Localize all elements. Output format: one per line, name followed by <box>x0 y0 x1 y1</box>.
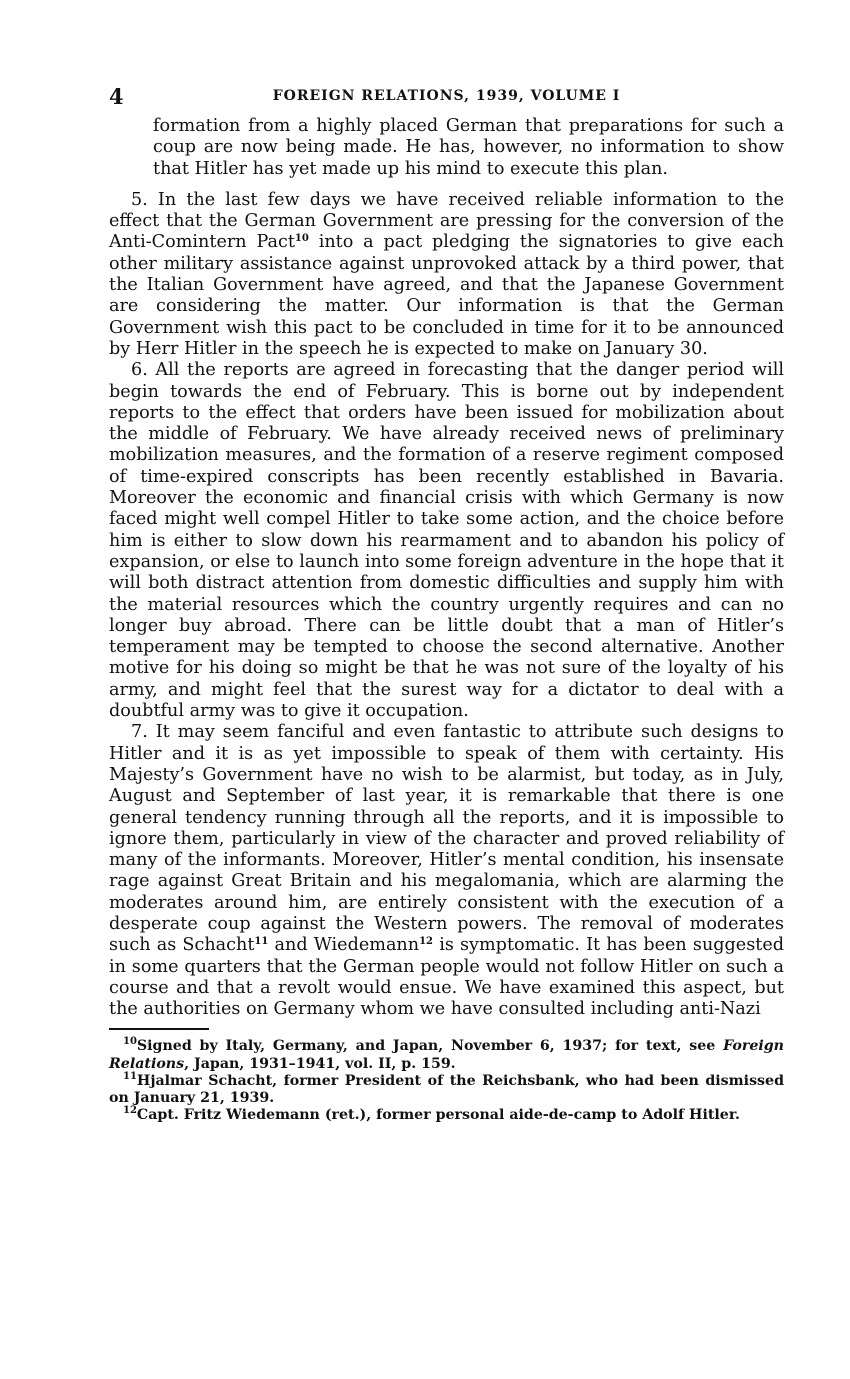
footnote-ref-11: 11 <box>254 936 269 948</box>
paragraph-text: 5. In the last few days we have received reliable information to the effect that the German Government are pressing for the conversion of the Anti-Comintern Pact <box>109 189 784 253</box>
paragraph-text: formation from a highly placed German that preparations for such a coup are now being made. He has, however, no information to show that Hitler has yet made up his mind to execute this plan. <box>153 116 784 179</box>
footnote-12 <box>109 1107 784 1124</box>
footnote-text: Capt. Fritz Wiedemann (ret.), former personal aide-de-camp to Adolf Hitler. <box>136 1107 740 1124</box>
running-head: FOREIGN RELATIONS, 1939, VOLUME I <box>272 88 621 104</box>
footnote-ref-12: 12 <box>419 936 434 948</box>
footnote-11 <box>109 1070 784 1107</box>
paragraph-continued <box>153 116 784 180</box>
footnote-text: Signed by Italy, Germany, and Japan, November 6, 1937; for text, see <box>136 1038 724 1055</box>
paragraph-text: is symptomatic. It has been suggested in some quarters that the German people would not follow Hitler on such a course and that a revolt would ensue. We have examined this aspect, but the authorities on Germany whom we have consulted including anti-Nazi <box>109 935 784 1020</box>
footnote-text: , Japan, 1931–1941, vol. II, p. 159. <box>184 1055 456 1072</box>
footnote-divider <box>109 1028 209 1030</box>
paragraph-text: 6. All the reports are agreed in forecasting that the danger period will begin towards the end of February. This is borne out by independent reports to the effect that orders have been issued for mobilization about the middle of February. We have already received news of preliminary mobilization measures, and the formation of a reserve regiment composed of time-expired conscripts has been recently established in Bavaria. Moreover the economic and financial crisis with which Germany is now faced might well compel Hitler to take some action, and the choice before him is either to slow down his rearmament and to abandon his policy of expansion, or else to launch into some foreign adventure in the hope that it will both distract attention from domestic difficulties and supply him with the material resources which the country urgently requires and can no longer buy abroad. There can be little doubt that a man of Hitler’s temperament may be tempted to choose the second alternative. Another motive for his doing so might be that he was not sure of the loyalty of his army, and might feel that the surest way for a dictator to deal with a doubtful army was to give it occupation. <box>109 360 784 722</box>
page-number: 4 <box>109 84 124 109</box>
footnote-text: Hjalmar Schacht, former President of the Reichsbank, who had been dismissed on January 21, 1939. <box>109 1072 784 1107</box>
footnote-mark: 12 <box>123 1105 137 1117</box>
paragraph-7 <box>109 722 784 1020</box>
footnote-mark: 11 <box>123 1070 137 1082</box>
paragraph-5 <box>109 190 784 360</box>
document-page <box>109 86 784 1124</box>
paragraph-text: 7. It may seem fanciful and even fantastic to attribute such designs to Hitler and it is as yet impossible to speak of them with certainty. His Majesty’s Government have no wish to be alarmist, but today, as in July, August and September of last year, it is remarkable that there is one general tendency running through all the reports, and it is impossible to ignore them, particularly in view of the character and proved reliability of many of the informants. Moreover, Hitler’s mental condition, his insensate rage against Great Britain and his megalomania, which are alarming the moderates around him, are entirely consistent with the execution of a desperate coup against the Western powers. The removal of moderates such as Schacht <box>109 722 784 956</box>
paragraph-text: and Wiedemann <box>268 935 420 956</box>
footnote-mark: 10 <box>123 1036 137 1048</box>
body-text <box>109 116 784 1020</box>
paragraph-text: into a pact pledging the signatories to give each other military assistance against unprovoked attack by a third power, that the Italian Government have agreed, and that the Japanese Government are considering the matter. Our information is that the German Government wish this pact to be concluded in time for it to be announced by Herr Hitler in the speech he is expected to make on January 30. <box>109 232 784 359</box>
footnote-10 <box>109 1038 784 1072</box>
paragraph-6 <box>109 360 784 722</box>
page-header <box>109 86 784 112</box>
footnote-italic-title: Foreign Relations <box>109 1038 784 1072</box>
footnotes <box>109 1038 784 1124</box>
footnote-ref-10: 10 <box>294 233 309 245</box>
